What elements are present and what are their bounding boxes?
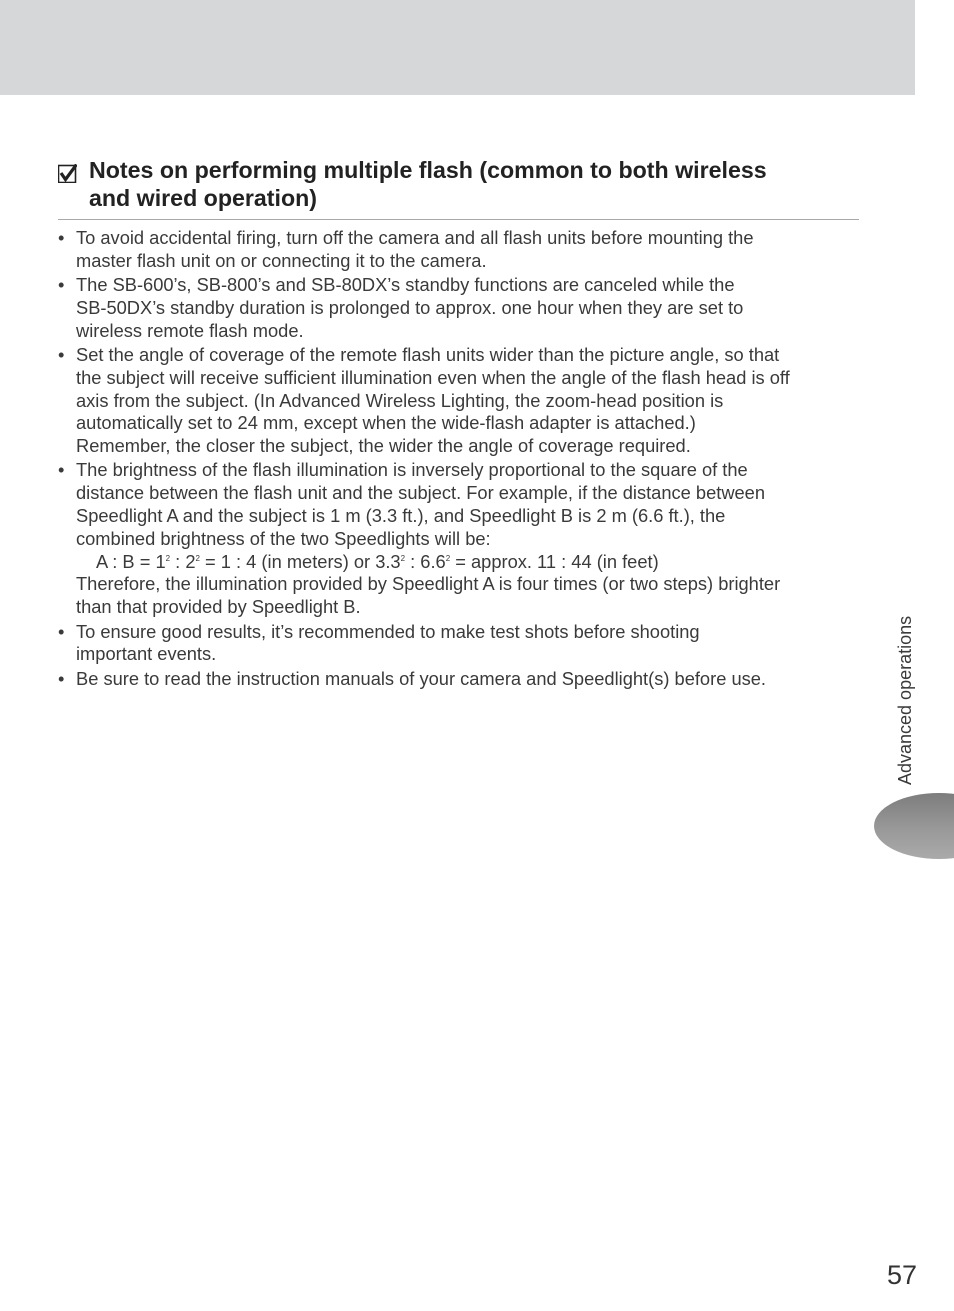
bullet-glyph: •: [58, 274, 65, 296]
list-item: [58, 668, 862, 691]
list-item: [58, 459, 862, 619]
bullet-glyph: •: [58, 667, 65, 689]
formula-exponent: 2: [400, 553, 406, 563]
text-line: To ensure good results, it’s recommended to make test shots before shooting: [76, 620, 700, 642]
section-side-label: Advanced operations: [895, 615, 915, 785]
text-line: Speedlight A and the subject is 1 m (3.3 ft.), and Speedlight B is 2 m (6.6 ft.), the: [76, 505, 726, 527]
title-line: and wired operation): [89, 185, 318, 211]
text-line: master flash unit on or connecting it to the camera.: [76, 249, 487, 271]
bullet-glyph: •: [58, 620, 65, 642]
text-line: automatically set to 24 mm, except when the wide-flash adapter is attached.): [76, 412, 696, 434]
text-line: The SB-600’s, SB-800’s and SB-80DX’s standby functions are canceled while the: [76, 274, 735, 296]
text-line: distance between the flash unit and the subject. For example, if the distance between: [76, 482, 766, 504]
text-line: To avoid accidental firing, turn off the camera and all flash units before mounting the: [76, 227, 754, 248]
brightness-formula: [76, 551, 862, 574]
text-line: important events.: [76, 643, 217, 665]
text-line: Remember, the closer the subject, the wider the angle of coverage required.: [76, 435, 691, 457]
page-number: 57: [886, 1260, 917, 1290]
formula-text: : 6.6: [405, 550, 446, 572]
formula-exponent: 2: [195, 553, 200, 563]
formula-text: A : B = 1: [96, 550, 166, 572]
text-line: combined brightness of the two Speedlights will be:: [76, 527, 491, 549]
section-thumb-tab: [874, 793, 954, 859]
checkmark-box-icon: [58, 164, 77, 183]
bullet-glyph: •: [58, 459, 65, 481]
notes-list: [58, 227, 862, 692]
text-line: wireless remote flash mode.: [76, 319, 304, 341]
text-line: Set the angle of coverage of the remote flash units wider than the picture angle, so that: [76, 343, 780, 365]
page-title: [89, 156, 858, 212]
bullet-glyph: •: [58, 343, 65, 365]
list-item: [58, 274, 862, 342]
text-line: than that provided by Speedlight B.: [76, 596, 361, 618]
section-heading: [58, 156, 858, 212]
text-line: Therefore, the illumination provided by Speedlight A is four times (or two steps) brighter: [76, 573, 781, 595]
text-line: axis from the subject. (In Advanced Wireless Lighting, the zoom-head position is: [76, 389, 724, 411]
header-band: [0, 0, 915, 95]
list-item: [58, 621, 862, 667]
text-line: the subject will receive sufficient illumination even when the angle of the flash head is off: [76, 366, 790, 388]
formula-text: = approx. 11 : 44 (in feet): [450, 550, 659, 572]
list-item: [58, 227, 862, 273]
formula-text: : 2: [170, 550, 196, 572]
text-line: The brightness of the flash illumination is inversely proportional to the square of the: [76, 459, 748, 481]
list-item: [58, 344, 862, 458]
title-line: Notes on performing multiple flash (common to both wireless: [89, 157, 767, 183]
text-line: Be sure to read the instruction manuals of your camera and Speedlight(s) before use.: [76, 667, 766, 689]
heading-divider: [58, 219, 859, 220]
formula-text: = 1 : 4 (in meters) or 3.3: [199, 550, 401, 572]
formula-exponent: 2: [445, 553, 451, 563]
text-line: SB-50DX’s standby duration is prolonged to approx. one hour when they are set to: [76, 296, 744, 318]
bullet-glyph: •: [58, 227, 65, 248]
formula-exponent: 2: [165, 553, 171, 563]
